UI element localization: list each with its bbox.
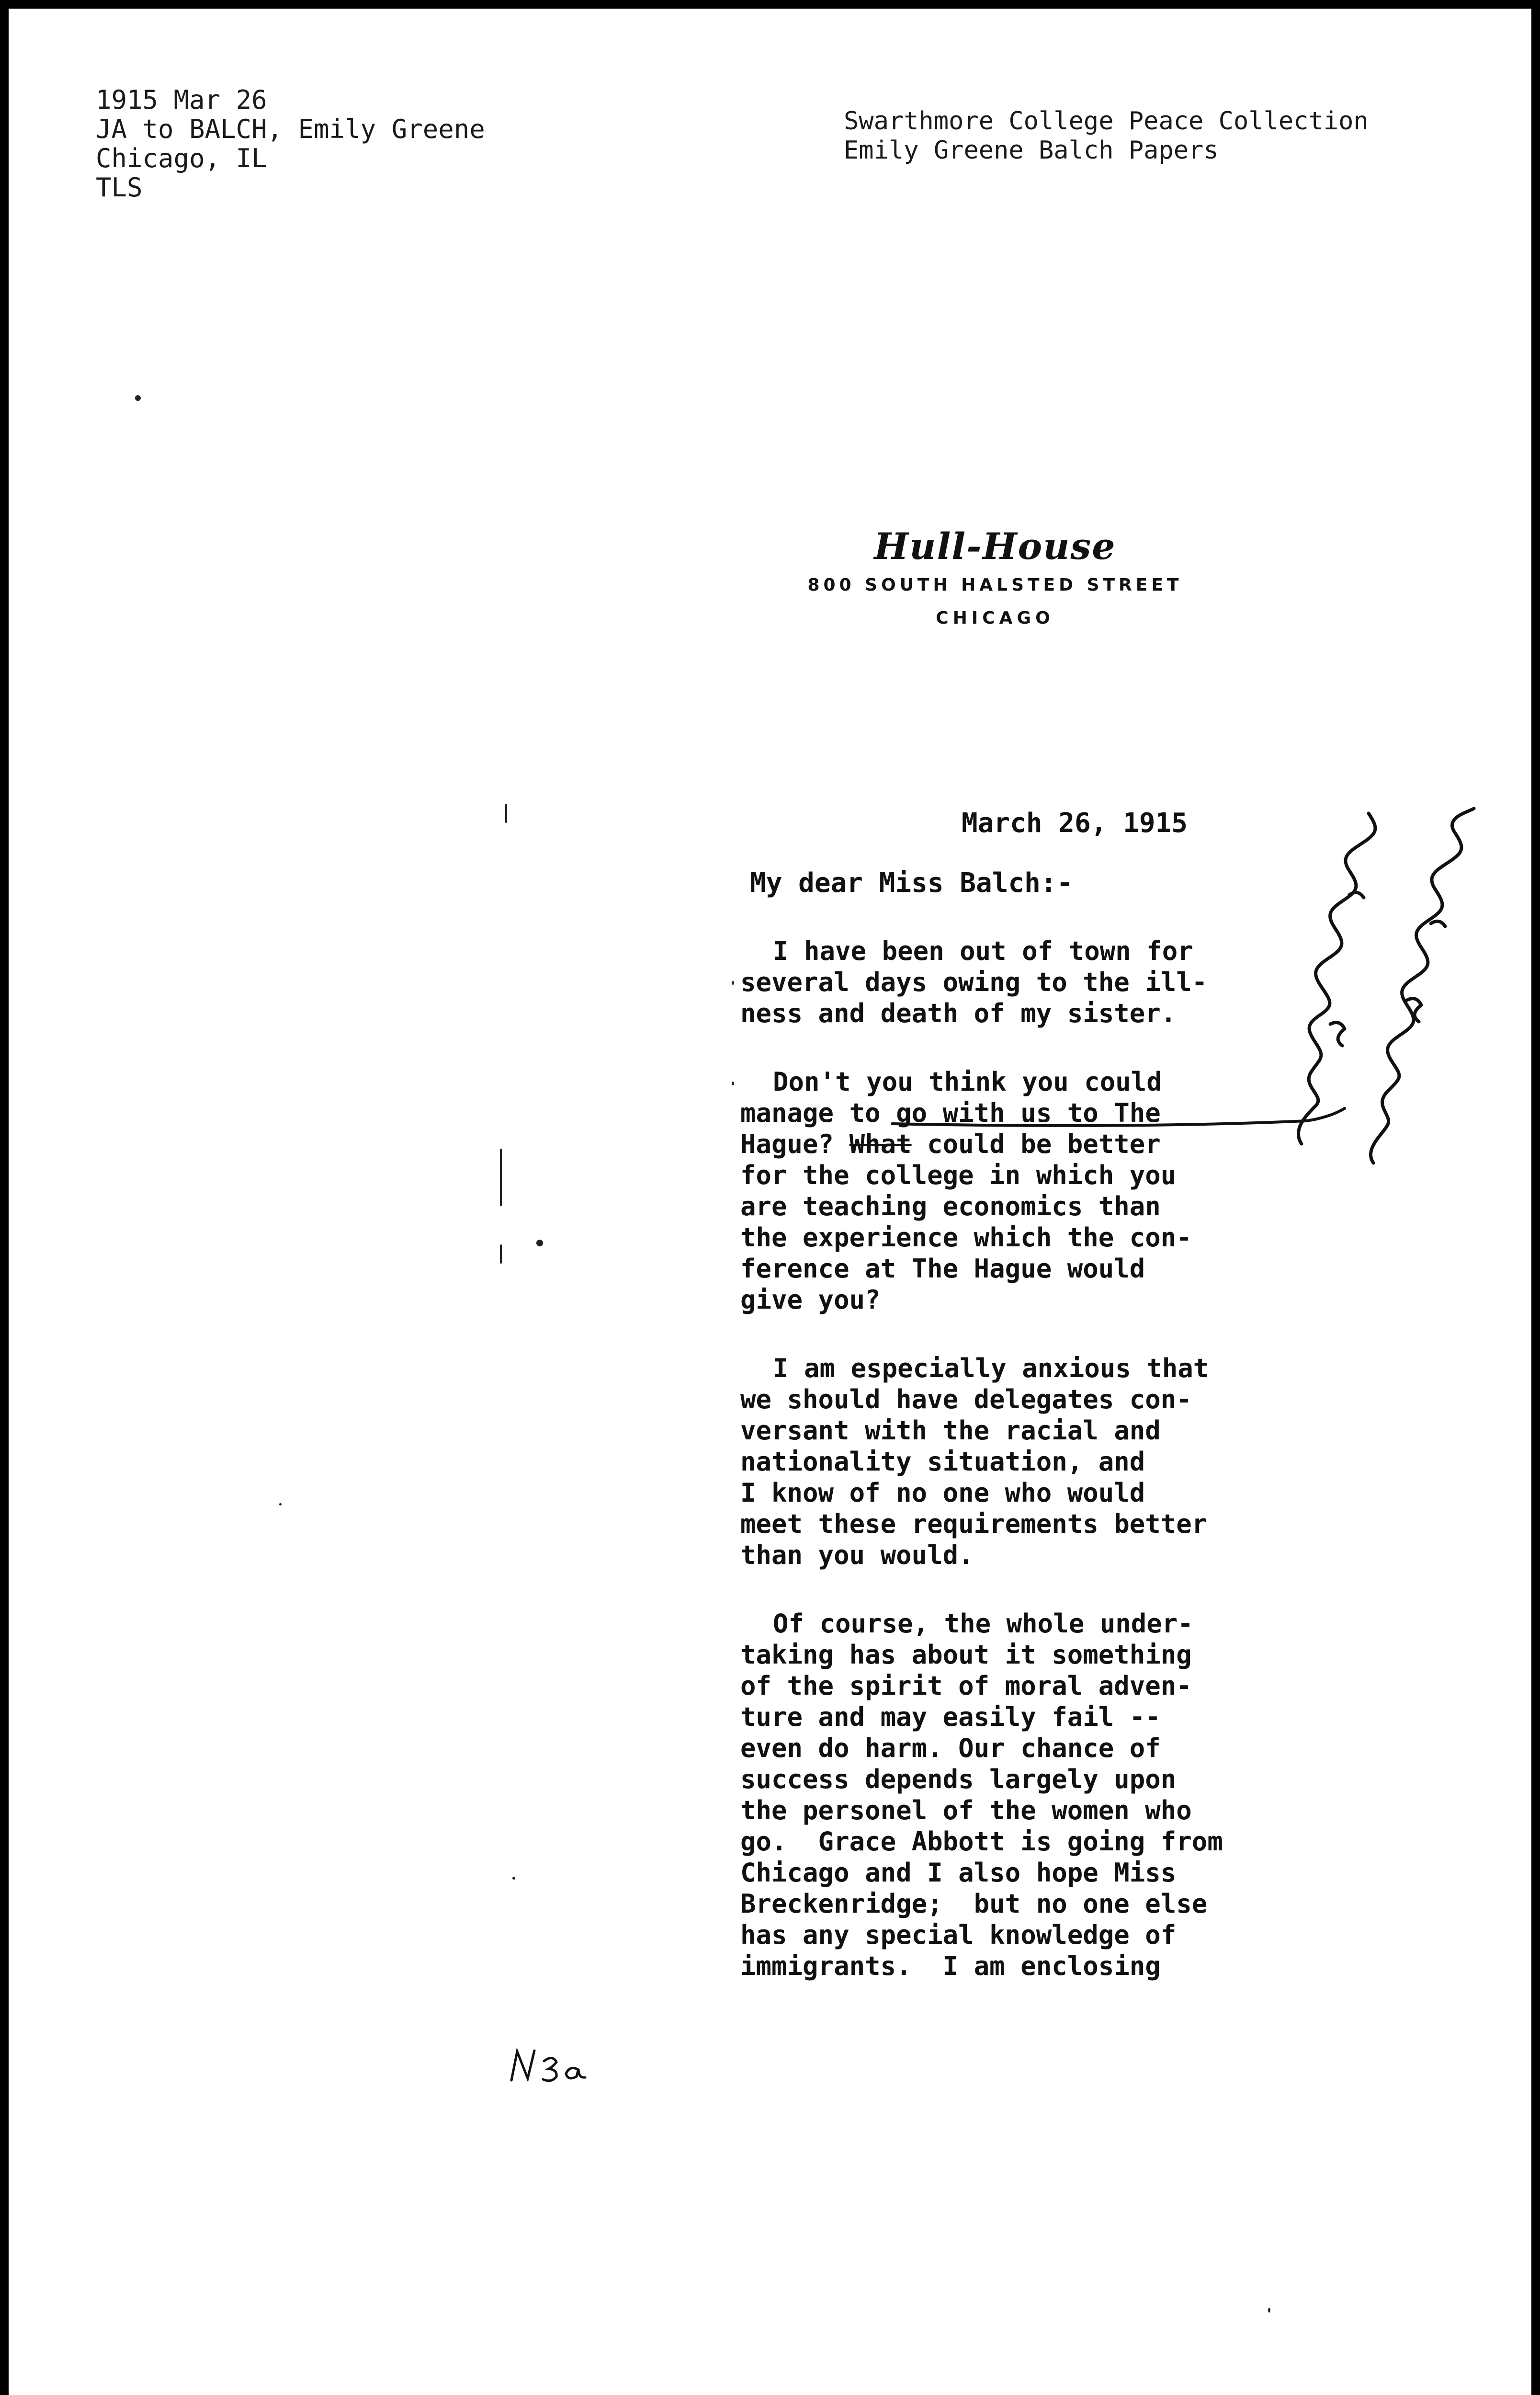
struck-word: What [849, 1129, 912, 1159]
body-line: manage to go with us to The [740, 1098, 1161, 1128]
archive-mark [507, 2042, 593, 2095]
body-line: success depends largely upon [740, 1764, 1177, 1794]
body-line: I am especially anxious that [773, 1353, 1209, 1383]
body-line: of the spirit of moral adven- [740, 1671, 1192, 1701]
paragraph-3 [740, 1353, 1344, 1571]
scan-speck [505, 804, 507, 823]
body-line: for the college in which you [740, 1160, 1177, 1190]
body-line: the personel of the women who [740, 1795, 1192, 1825]
body-line: we should have delegates con- [740, 1384, 1192, 1414]
catalog-notes [96, 85, 485, 202]
letterhead-name: Hull-House [874, 525, 1116, 568]
paragraph-2 [740, 1066, 1344, 1315]
letter-page [9, 9, 1531, 2395]
body-text: could be better [927, 1129, 1161, 1159]
body-line: immigrants. I am enclosing [740, 1951, 1161, 1981]
paragraph-4 [740, 1608, 1344, 1982]
letterhead-street: 800 SOUTH HALSTED STREET [807, 575, 1183, 595]
body-line: go. Grace Abbott is going from [740, 1826, 1223, 1857]
catalog-type: TLS [96, 172, 143, 203]
scan-speck [500, 1149, 502, 1206]
body-line: the experience which the con- [740, 1222, 1192, 1253]
scan-speck [732, 1082, 734, 1085]
collection-papers: Emily Greene Balch Papers [844, 136, 1219, 165]
body-line: ference at The Hague would [740, 1254, 1145, 1284]
body-line: are teaching economics than [740, 1191, 1161, 1221]
body-text: Hague? [740, 1129, 834, 1159]
body-line: even do harm. Our chance of [740, 1733, 1161, 1763]
body-line: Breckenridge; but no one else [740, 1889, 1208, 1919]
body-line: has any special knowledge of [740, 1920, 1177, 1950]
body-line: ness and death of my sister. [740, 998, 1177, 1028]
body-line: ture and may easily fail -- [740, 1702, 1161, 1732]
scan-speck [500, 1244, 502, 1264]
body-line: versant with the racial and [740, 1415, 1161, 1446]
catalog-date: 1915 Mar 26 [96, 85, 267, 115]
body-line: taking has about it something [740, 1640, 1192, 1670]
letter-date: March 26, 1915 [962, 808, 1188, 839]
body-line: nationality situation, and [740, 1447, 1145, 1477]
scan-speck [279, 1503, 282, 1505]
body-line: give you? [740, 1285, 881, 1315]
scan-speck [536, 1240, 543, 1246]
letter-salutation: My dear Miss Balch:- [750, 867, 1073, 899]
body-line: I know of no one who would [740, 1478, 1145, 1508]
letter-body [740, 935, 1344, 2019]
catalog-correspondents: JA to BALCH, Emily Greene [96, 114, 485, 144]
body-line: meet these requirements better [740, 1509, 1208, 1539]
body-line: than you would. [740, 1540, 974, 1570]
letterhead [756, 524, 1234, 628]
scan-speck [732, 981, 734, 985]
body-line: I have been out of town for [773, 936, 1193, 966]
letterhead-city: CHICAGO [936, 608, 1054, 628]
body-line: several days owing to the ill- [740, 967, 1208, 997]
scan-speck [1268, 2308, 1270, 2313]
scan-speck [135, 395, 141, 401]
body-line: Don't you think you could [773, 1067, 1162, 1097]
collection-notes [844, 107, 1369, 165]
body-line: Chicago and I also hope Miss [740, 1858, 1177, 1888]
catalog-place: Chicago, IL [96, 143, 267, 173]
body-line: Of course, the whole under- [773, 1608, 1193, 1639]
paragraph-1 [740, 935, 1344, 1029]
scan-speck [512, 1877, 515, 1880]
handwritten-underline [890, 1105, 1349, 1143]
collection-name: Swarthmore College Peace Collection [844, 107, 1369, 136]
